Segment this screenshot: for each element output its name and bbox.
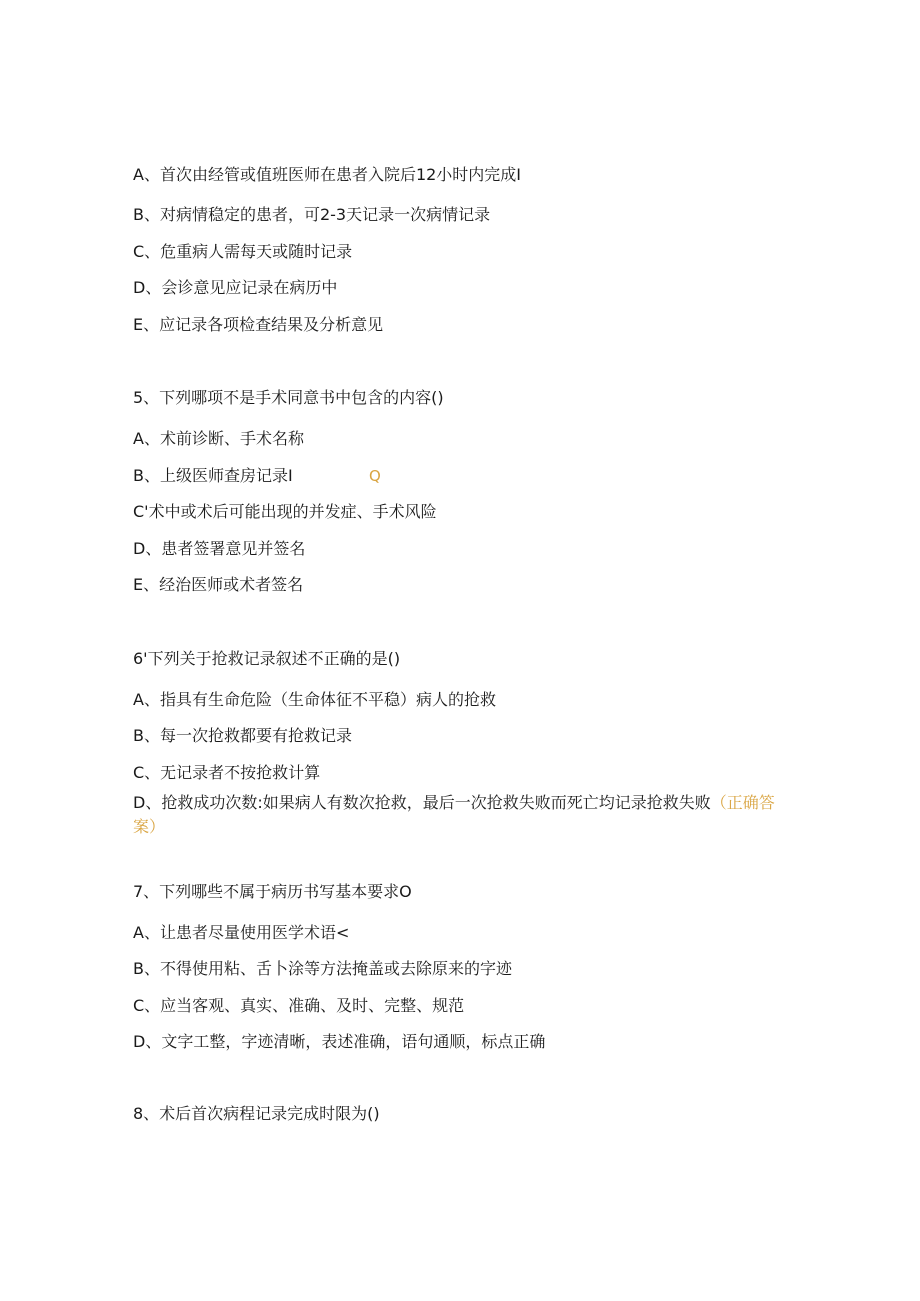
q6-option-c: C、无记录者不按抢救计算 bbox=[133, 763, 321, 782]
q7-option-b: B、不得使用粘、舌卜涂等方法掩盖或去除原来的字迹 bbox=[133, 959, 512, 978]
q7-stem: 7、下列哪些不属于病历书写基本要求O bbox=[133, 882, 412, 901]
q6-option-d bbox=[133, 791, 788, 839]
q4-option-a: A、首次由经管或值班医师在患者入院后12小时内完成I bbox=[133, 165, 522, 184]
q5-option-e: E、经治医师或术者签名 bbox=[133, 575, 304, 594]
q8-stem: 8、术后首次病程记录完成时限为() bbox=[133, 1104, 380, 1123]
q7-option-d: D、文字工整，字迹清晰，表述准确，语句通顺，标点正确 bbox=[133, 1032, 546, 1051]
q4-option-c: C、危重病人需每天或随时记录 bbox=[133, 242, 353, 261]
q5-option-a: A、术前诊断、手术名称 bbox=[133, 429, 304, 448]
q6-option-d-text: D、抢救成功次数:如果病人有数次抢救，最后一次抢救失败而死亡均记录抢救失败 bbox=[133, 793, 711, 812]
q5-answer-marker: Q bbox=[369, 467, 381, 485]
q5-option-b: B、上级医师查房记录I bbox=[133, 466, 293, 485]
q5-option-c: C'术中或术后可能出现的并发症、手术风险 bbox=[133, 502, 437, 521]
q5-option-d: D、患者签署意见并签名 bbox=[133, 539, 306, 558]
q4-option-d: D、会诊意见应记录在病历中 bbox=[133, 278, 338, 297]
q7-option-c: C、应当客观、真实、准确、及时、完整、规范 bbox=[133, 996, 465, 1015]
q7-option-a: A、让患者尽量使用医学术语< bbox=[133, 923, 350, 942]
q5-stem: 5、下列哪项不是手术同意书中包含的内容() bbox=[133, 388, 444, 407]
q6-option-b: B、每一次抢救都要有抢救记录 bbox=[133, 726, 352, 745]
q6-stem: 6'下列关于抢救记录叙述不正确的是() bbox=[133, 649, 401, 668]
q4-option-e: E、应记录各项检查结果及分析意见 bbox=[133, 315, 384, 334]
q6-option-a: A、指具有生命危险（生命体征不平稳）病人的抢救 bbox=[133, 690, 496, 709]
correct-answer-tag: （正确答案） bbox=[133, 793, 775, 836]
q4-option-b: B、对病情稳定的患者，可2-3天记录一次病情记录 bbox=[133, 205, 491, 224]
